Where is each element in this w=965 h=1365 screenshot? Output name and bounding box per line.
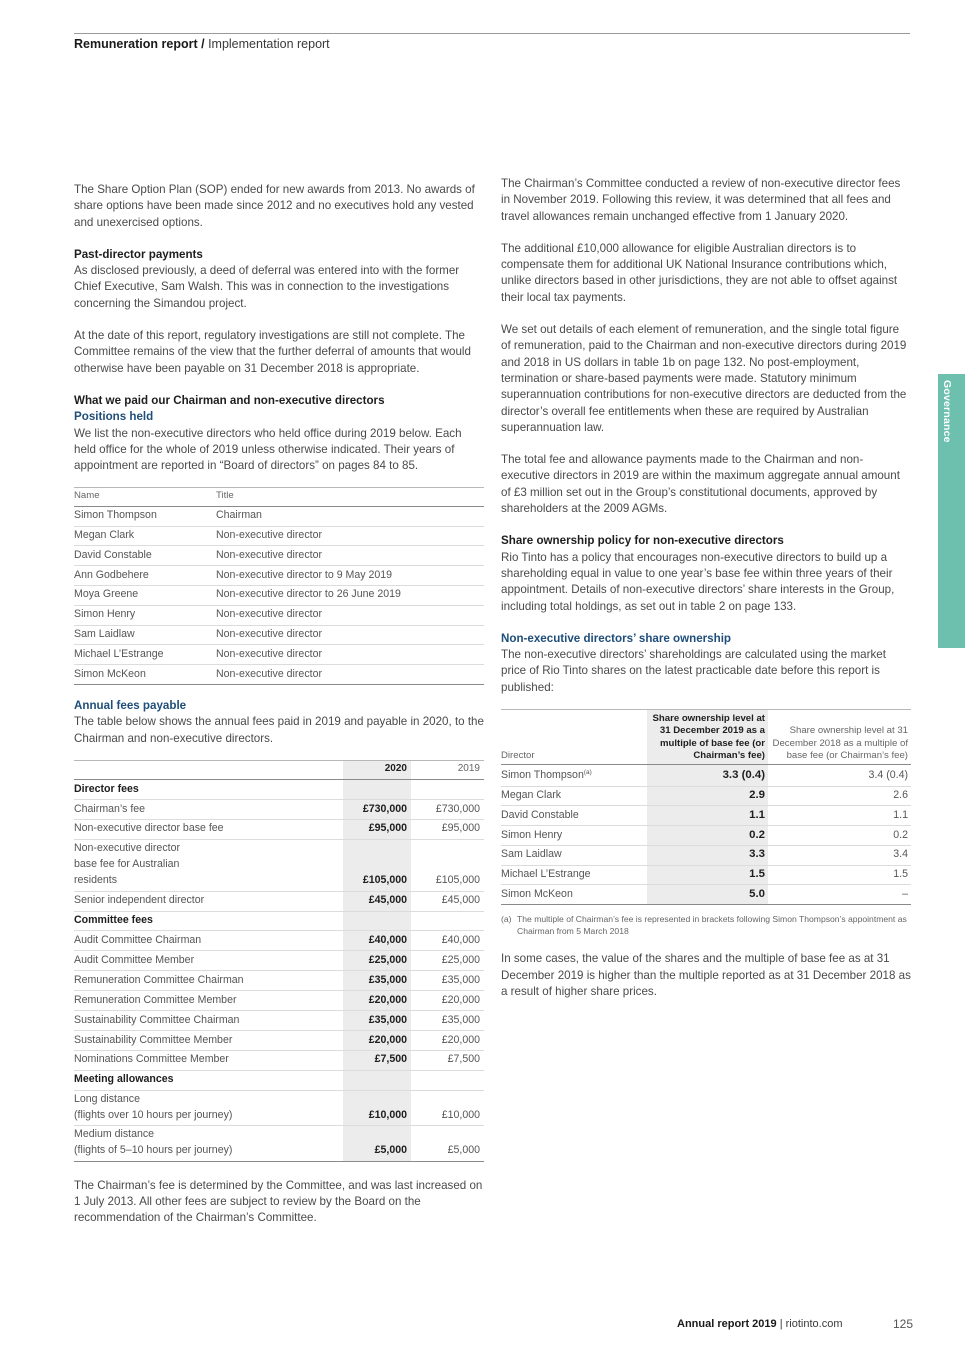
section-row-director-fees	[74, 780, 484, 800]
share-policy-para: Rio Tinto has a policy that encourages non-executive directors to build up a shareholding equal in value to one year’s base fee within three years of their appointment. Details of non-executive directors’ share interests in the Group, including total holdings, as set out in table 2 on page 133.	[501, 550, 895, 613]
past-director-para-1: As disclosed previously, a deed of deferral was entered into with the former Chief Executive, Sam Walsh. This was in connection to the investigations concerning the Simandou project.	[74, 264, 460, 310]
annual-fees-para: The table below shows the annual fees paid in 2019 and payable in 2020, to the Chairman and non-executive directors.	[74, 715, 484, 745]
footnote-mark: (a)	[501, 914, 512, 925]
fee-2020: £40,000	[343, 931, 411, 951]
director-name: Sam Laidlaw	[501, 845, 647, 865]
level-2018: 3.4	[768, 845, 911, 865]
fee-2019: £105,000	[411, 839, 484, 891]
past-director-heading: Past-director payments	[74, 247, 203, 261]
level-2019: 0.2	[647, 826, 768, 846]
fee-label	[74, 1126, 343, 1162]
director-title: Non-executive director	[216, 546, 484, 566]
fee-2020: £45,000	[343, 891, 411, 911]
fee-label: Sustainability Committee Member	[74, 1030, 343, 1050]
level-2018: –	[902, 887, 908, 900]
fee-2020: £7,500	[343, 1050, 411, 1070]
total-fee-paragraph: The total fee and allowance payments made to the Chairman and non-executive directors in 2019 are within the maximum aggregate annual amount of £3 million set out in the Group’s constitutional documents, approved by shareholders at the 2009 AGMs.	[501, 453, 900, 516]
director-title: Non-executive director	[216, 526, 484, 546]
table-row	[501, 845, 911, 865]
fees-table-header	[74, 760, 484, 779]
share-ownership-heading: Non-executive directors’ share ownership	[501, 631, 732, 645]
director-name: Ann Godbehere	[74, 566, 216, 586]
table-row	[74, 526, 484, 546]
section-title: Meeting allowances	[74, 1070, 343, 1090]
fee-2020: £95,000	[343, 819, 411, 839]
fee-2019: £25,000	[411, 951, 484, 971]
level-2019: 1.1	[647, 806, 768, 826]
fee-label-line-2: (flights over 10 hours per journey)	[74, 1108, 233, 1121]
column-header-item	[74, 760, 343, 779]
table-row	[74, 1030, 484, 1050]
fee-2019: £35,000	[411, 1011, 484, 1031]
table-row	[74, 645, 484, 665]
governance-tab-label: Governance	[941, 380, 953, 443]
header-section: Remuneration report /	[74, 37, 205, 51]
director-title: Non-executive director to 26 June 2019	[216, 585, 484, 605]
column-header-name: Name	[74, 488, 216, 506]
ownership-table-header	[501, 710, 911, 765]
left-column	[74, 182, 484, 1227]
share-ownership-para: The non-executive directors’ shareholdings are calculated using the market price of Rio Tinto shares on the latest practicable date before this report is published:	[501, 648, 886, 694]
fee-2020: £35,000	[343, 1011, 411, 1031]
table-row	[74, 546, 484, 566]
director-name: Megan Clark	[501, 786, 647, 806]
table-row	[74, 839, 484, 891]
table-row	[74, 971, 484, 991]
footnote-ref: (a)	[583, 769, 592, 777]
fee-label: Senior independent director	[74, 891, 343, 911]
level-2018: 0.2	[768, 826, 911, 846]
table-row	[74, 951, 484, 971]
director-name: Simon McKeon	[501, 887, 573, 900]
director-name: Sam Laidlaw	[74, 625, 216, 645]
share-policy-heading: Share ownership policy for non-executive directors	[501, 534, 784, 548]
footer-site[interactable]: riotinto.com	[785, 1318, 843, 1330]
header-rule	[74, 33, 910, 34]
table-row	[74, 800, 484, 820]
table-row	[74, 585, 484, 605]
page-footer	[677, 1318, 842, 1330]
director-title: Non-executive director to 9 May 2019	[216, 566, 484, 586]
fees-table	[74, 760, 484, 1162]
director-name: Simon Thompson$^{(a)}$	[501, 765, 647, 786]
fee-2019: £45,000	[411, 891, 484, 911]
column-header-title: Title	[216, 488, 484, 506]
fee-2019: £35,000	[411, 971, 484, 991]
positions-held-heading: Positions held	[74, 410, 154, 424]
fee-label: Remuneration Committee Chairman	[74, 971, 343, 991]
table-row	[501, 806, 911, 826]
level-2018: 2.6	[768, 786, 911, 806]
page-header	[74, 37, 330, 51]
table-row	[501, 765, 911, 786]
fee-2020: £20,000	[343, 1030, 411, 1050]
column-header-2020: 2020	[343, 760, 411, 779]
past-director-para-2: At the date of this report, regulatory investigations are still not complete. The Committee remains of the view that the further deferral of amounts that would otherwise have been payable on 31 December 2018 is appropriate.	[74, 329, 471, 375]
section-title: Committee fees	[74, 911, 343, 931]
fee-2019: £10,000	[411, 1090, 484, 1126]
right-column	[501, 176, 911, 1000]
chairman-fee-para: The Chairman’s fee is determined by the Committee, and was last increased on 1 July 2013. All other fees are subject to review by the Board on the recommendation of the Chairman’s Committee.	[74, 1178, 483, 1225]
director-name: Megan Clark	[74, 526, 216, 546]
level-2019: 2.9	[647, 786, 768, 806]
level-2018: 3.4 (0.4)	[768, 765, 911, 786]
table-row	[74, 605, 484, 625]
fee-label: Sustainability Committee Chairman	[74, 1011, 343, 1031]
footer-report-title: Annual report 2019	[677, 1318, 777, 1330]
fee-label: Audit Committee Chairman	[74, 931, 343, 951]
allowance-paragraph: The additional £10,000 allowance for eligible Australian directors is to compensate them for additional UK National Insurance contributions which, unlike directors based in other jurisdictions, they are not able to offset against their local tax payments.	[501, 241, 898, 304]
positions-held-para: We list the non-executive directors who held office during 2019 below. Each held office for the whole of 2019 unless otherwise indicated. Their years of appointment are reported in “Board of directors” on pages 84 to 85.	[74, 426, 462, 473]
director-name: Simon Thompson	[74, 506, 216, 526]
fee-label: Remuneration Committee Member	[74, 991, 343, 1011]
fee-2019: £20,000	[411, 991, 484, 1011]
director-name: Michael L’Estrange	[74, 645, 216, 665]
fee-label: Non-executive director base fee for Australian residents	[74, 839, 343, 891]
footnote-text: The multiple of Chairman’s fee is represented in brackets following Simon Thompson’s appointment as Chairman from 5 March 2018	[517, 914, 907, 936]
table-row	[74, 1050, 484, 1070]
director-name: Michael L’Estrange	[501, 865, 647, 885]
positions-table-header	[74, 488, 484, 506]
level-2018: 1.5	[768, 865, 911, 885]
column-header-2019-level: Share ownership level at 31 December 2019 as a multiple of base fee (or Chairman’s fee)	[647, 710, 768, 765]
director-name: David Constable	[501, 806, 647, 826]
fee-label	[74, 1090, 343, 1126]
fee-label-line-1: Medium distance	[74, 1128, 155, 1141]
table-row	[74, 991, 484, 1011]
director-name: David Constable	[74, 546, 216, 566]
table-row	[74, 625, 484, 645]
table-row	[74, 891, 484, 911]
director-title: Non-executive director	[216, 625, 484, 645]
table-row	[501, 826, 911, 846]
director-name: Moya Greene	[74, 585, 216, 605]
fee-2020: £35,000	[343, 971, 411, 991]
fee-label: Chairman’s fee	[74, 800, 343, 820]
table-row	[74, 819, 484, 839]
director-title: Non-executive director	[216, 667, 322, 680]
governance-section-tab[interactable]	[938, 374, 965, 648]
table-row	[74, 1090, 484, 1126]
fee-2019: £20,000	[411, 1030, 484, 1050]
table-row	[74, 1126, 484, 1162]
section-row-committee-fees	[74, 911, 484, 931]
director-title: Chairman	[216, 506, 484, 526]
fee-2019: £5,000	[447, 1144, 480, 1157]
fee-label: Non-executive director base fee	[74, 819, 343, 839]
level-2019: 1.5	[647, 865, 768, 885]
fee-2020: £10,000	[343, 1090, 411, 1126]
sop-paragraph: The Share Option Plan (SOP) ended for new awards from 2013. No awards of share options have been made since 2012 and no executives hold any vested and unexercised options.	[74, 183, 475, 229]
director-name: Simon Henry	[501, 826, 647, 846]
column-header-2019: 2019	[411, 760, 484, 779]
director-title: Non-executive director	[216, 605, 484, 625]
fee-label-line-1: Long distance	[74, 1092, 140, 1105]
table-row	[74, 566, 484, 586]
positions-table	[74, 487, 484, 684]
table-row	[74, 665, 484, 685]
fee-2019: £95,000	[411, 819, 484, 839]
remuneration-elements-paragraph: We set out details of each element of remuneration, and the single total figure of remuneration, paid to the Chairman and non-executive directors during 2019 and 2018 in US dollars in table 1b on page 132. No post-employment, termination or share-based payments were made. Statutory minimum superannuation contributions for non-executive directors are deducted from the director’s overall fee entitlements when these are required by Australian superannuation law.	[501, 323, 907, 434]
page-number: 125	[893, 1317, 914, 1331]
table-row	[501, 885, 911, 905]
level-2019: 3.3	[647, 845, 768, 865]
director-name: Simon McKeon	[74, 667, 146, 680]
share-value-paragraph: In some cases, the value of the shares and the multiple of base fee as at 31 December 2019 is higher than the multiple reported as at 31 December 2018 as a result of higher share prices.	[501, 952, 911, 998]
fee-2020: £105,000	[343, 839, 411, 891]
fee-2020: £730,000	[343, 800, 411, 820]
director-name: Simon Henry	[74, 605, 216, 625]
level-2019: 3.3 (0.4)	[647, 765, 768, 786]
review-paragraph: The Chairman’s Committee conducted a review of non-executive director fees in November 2019. Following this review, it was determined that all fees and travel allowances remain unchanged effective from 1 January 2020.	[501, 177, 901, 223]
table-row	[501, 786, 911, 806]
fee-label-line-2: (flights of 5–10 hours per journey)	[74, 1144, 233, 1157]
fee-2020: £5,000	[343, 1126, 411, 1162]
fee-2020: £25,000	[343, 951, 411, 971]
what-we-paid-heading: What we paid our Chairman and non-executive directors	[74, 393, 385, 407]
fee-2019: £730,000	[411, 800, 484, 820]
header-subsection: Implementation report	[208, 37, 330, 51]
director-title: Non-executive director	[216, 645, 484, 665]
fee-2020: £20,000	[343, 991, 411, 1011]
column-header-director: Director	[501, 710, 647, 765]
section-title: Director fees	[74, 780, 343, 800]
fee-label: Nominations Committee Member	[74, 1050, 343, 1070]
table-row	[74, 1011, 484, 1031]
table-row	[501, 865, 911, 885]
fee-2019: £40,000	[411, 931, 484, 951]
fee-label: Audit Committee Member	[74, 951, 343, 971]
column-header-2018-level: Share ownership level at 31 December 2018 as a multiple of base fee (or Chairman’s fee)	[768, 710, 911, 765]
footer-separator: |	[776, 1318, 786, 1330]
footnote	[501, 914, 911, 937]
fee-2019: £7,500	[411, 1050, 484, 1070]
annual-fees-heading: Annual fees payable	[74, 698, 187, 712]
level-2019: 5.0	[647, 885, 768, 905]
table-row	[74, 506, 484, 526]
section-row-meeting-allowances	[74, 1070, 484, 1090]
ownership-table	[501, 709, 911, 905]
table-row	[74, 931, 484, 951]
level-2018: 1.1	[768, 806, 911, 826]
